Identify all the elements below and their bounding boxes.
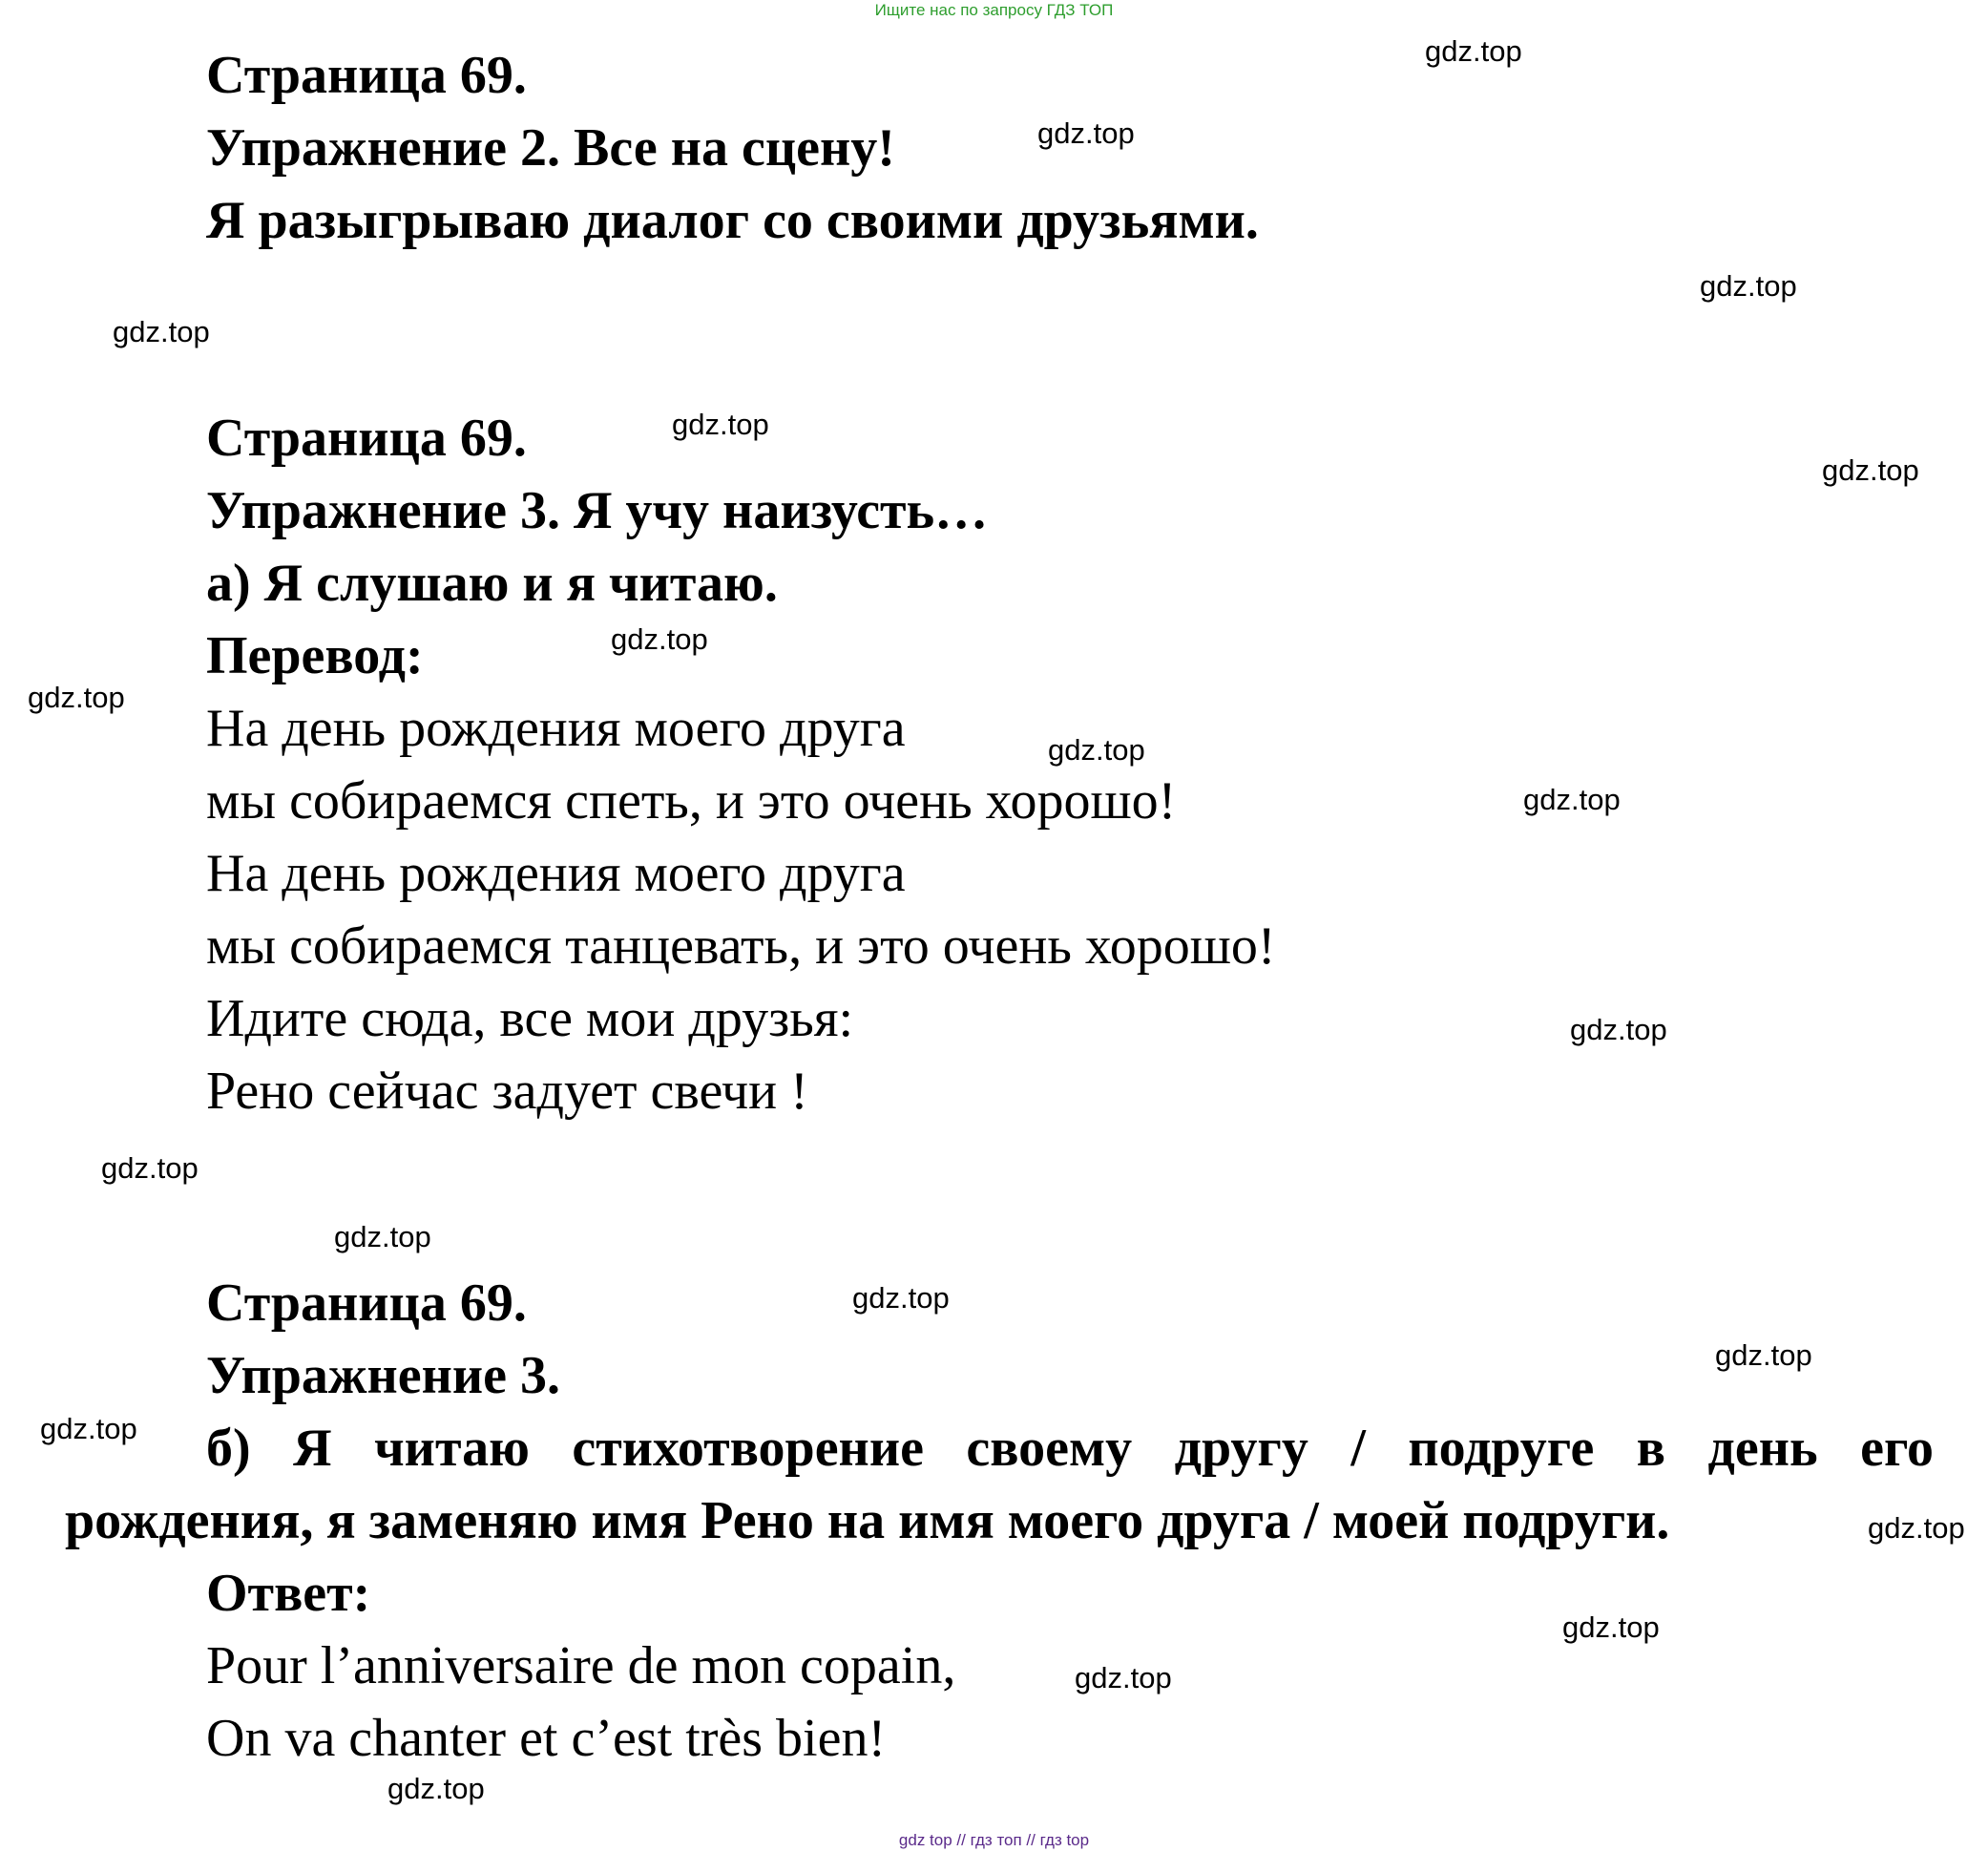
poem-line-ru-3: На день рождения моего друга	[206, 844, 906, 903]
watermark: gdz.top	[1822, 453, 1919, 487]
section3-task-line-1: б) Я читаю стихотворение своему другу / подруге в день его	[206, 1419, 1934, 1478]
watermark: gdz.top	[40, 1412, 137, 1445]
top-banner: Ищите нас по запросу ГДЗ ТОП	[874, 1, 1114, 19]
section3-answer-label: Ответ:	[206, 1564, 371, 1623]
section3-page-heading: Страница 69.	[206, 1273, 527, 1333]
watermark: gdz.top	[1048, 733, 1145, 767]
poem-line-ru-2: мы собираемся спеть, и это очень хорошо!	[206, 771, 1177, 831]
poem-line-ru-4: мы собираемся танцевать, и это очень хорошо!	[206, 916, 1276, 976]
section1-page-heading: Страница 69.	[206, 46, 527, 105]
section2-translation-label: Перевод:	[206, 626, 424, 685]
watermark: gdz.top	[1715, 1338, 1812, 1372]
section3-exercise-heading: Упражнение 3.	[206, 1346, 561, 1405]
section1-task: Я разыгрываю диалог со своими друзьями.	[206, 191, 1259, 250]
watermark: gdz.top	[1868, 1511, 1965, 1545]
watermark: gdz.top	[1562, 1610, 1660, 1644]
footer-links: gdz top // гдз топ // гдз top	[898, 1831, 1090, 1849]
poem-line-fr-1: Pour l’anniversaire de mon copain,	[206, 1636, 956, 1695]
watermark: gdz.top	[1425, 34, 1522, 68]
watermark: gdz.top	[101, 1151, 199, 1185]
section2-page-heading: Страница 69.	[206, 409, 527, 468]
watermark: gdz.top	[1037, 116, 1135, 150]
watermark: gdz.top	[852, 1281, 950, 1315]
poem-line-fr-2: On va chanter et c’est très bien!	[206, 1709, 887, 1768]
section1-exercise-heading: Упражнение 2. Все на сцену!	[206, 118, 895, 178]
watermark: gdz.top	[334, 1220, 431, 1253]
watermark: gdz.top	[672, 408, 769, 441]
watermark: gdz.top	[1570, 1013, 1667, 1046]
section2-task: а) Я слушаю и я читаю.	[206, 554, 778, 613]
watermark: gdz.top	[28, 681, 125, 714]
section2-exercise-heading: Упражнение 3. Я учу наизусть…	[206, 481, 989, 540]
poem-line-ru-1: На день рождения моего друга	[206, 699, 906, 758]
section3-task-line-2: рождения, я заменяю имя Рено на имя моего друга / моей подруги.	[65, 1491, 1670, 1550]
watermark: gdz.top	[1700, 269, 1797, 303]
watermark: gdz.top	[1075, 1661, 1172, 1694]
watermark: gdz.top	[113, 315, 210, 348]
watermark: gdz.top	[1523, 783, 1621, 816]
watermark: gdz.top	[611, 622, 708, 656]
poem-line-ru-6: Рено сейчас задует свечи !	[206, 1062, 808, 1121]
poem-line-ru-5: Идите сюда, все мои друзья:	[206, 989, 854, 1048]
watermark: gdz.top	[387, 1772, 485, 1805]
